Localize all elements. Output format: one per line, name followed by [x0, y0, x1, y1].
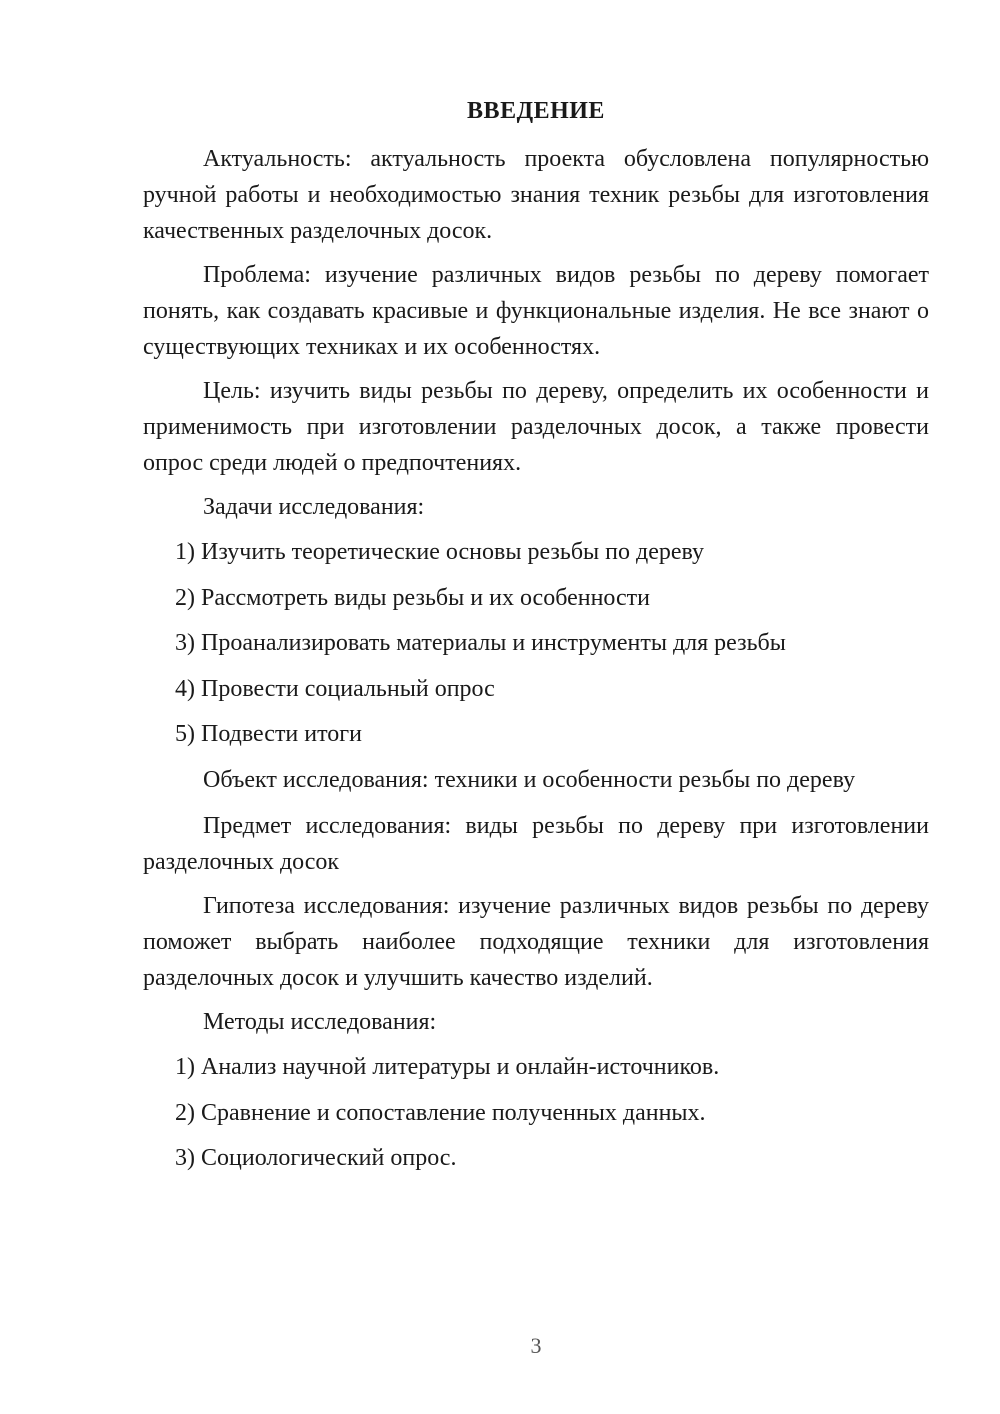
tasks-title: Задачи исследования: [203, 494, 425, 520]
page-title: ВВЕДЕНИЕ [467, 98, 605, 124]
goal-paragraph: Цель: изучить виды резьбы по дереву, определить их особенности и применимость при изготовлении разделочных досок, а также провести опрос среди людей о предпочтениях. [143, 378, 929, 476]
method-item: 1) Анализ научной литературы и онлайн-источников. [175, 1054, 720, 1080]
task-item: 2) Рассмотреть виды резьбы и их особенности [175, 585, 651, 611]
task-item: 1) Изучить теоретические основы резьбы по дереву [175, 539, 705, 565]
subject-paragraph: Предмет исследования: виды резьбы по дереву при изготовлении разделочных досок [143, 813, 929, 875]
relevance-paragraph: Актуальность: актуальность проекта обусловлена популярностью ручной работы и необходимостью знания техник резьбы для изготовления качественных разделочных досок. [143, 146, 929, 244]
hypothesis-paragraph: Гипотеза исследования: изучение различных видов резьбы по дереву поможет выбрать наиболее подходящие техники для изготовления разделочных досок и улучшить качество изделий. [143, 893, 929, 991]
task-item: 3) Проанализировать материалы и инструменты для резьбы [175, 630, 786, 656]
methods-title: Методы исследования: [203, 1009, 437, 1035]
task-item: 4) Провести социальный опрос [175, 676, 495, 702]
object-paragraph: Объект исследования: техники и особенности резьбы по дереву [203, 767, 856, 793]
problem-paragraph: Проблема: изучение различных видов резьбы по дереву помогает понять, как создавать красивые и функциональные изделия. Не все знают о существующих техниках и их особенностях. [143, 262, 929, 360]
page-number: 3 [530, 1333, 542, 1358]
task-item: 5) Подвести итоги [175, 721, 362, 747]
method-item: 2) Сравнение и сопоставление полученных данных. [175, 1100, 706, 1126]
method-item: 3) Социологический опрос. [175, 1145, 457, 1171]
